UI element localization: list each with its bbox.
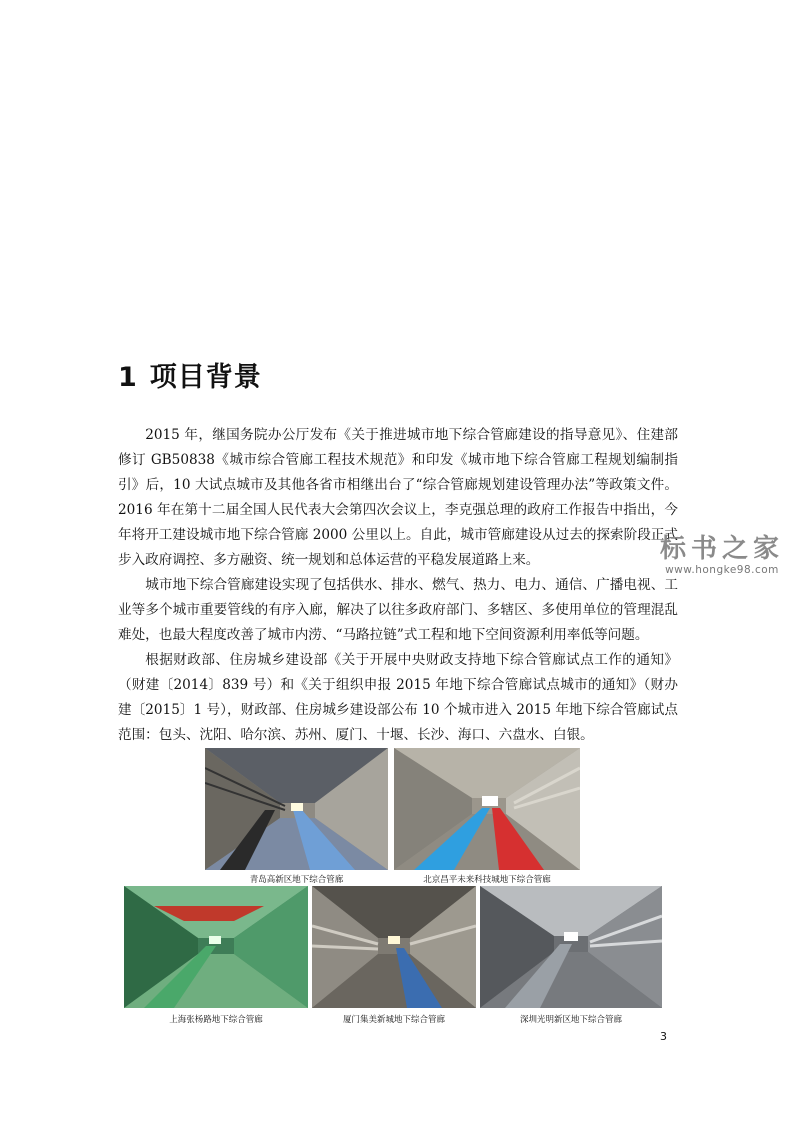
watermark-logo: 标书之家 [659, 534, 784, 564]
paragraph: 根据财政部、住房城乡建设部《关于开展中央财政支持地下综合管廊试点工作的通知》（财建〔2014〕839 号）和《关于组织申报 2015 年地下综合管廊试点城市的通知》（财办建〔2015〕1 号），财政部、住房城乡建设部公布 10 个城市进入 2015 年地下综合管廊试点范围：包头、沈阳、哈尔滨、苏州、厦门、十堰、长沙、海口、六盘水、白银。 [118, 652, 678, 743]
tunnel-photo [312, 886, 476, 1008]
section-heading [118, 355, 262, 394]
section-number: 1 [118, 362, 138, 393]
section-title: 项目背景 [149, 362, 262, 393]
tunnel-photo [480, 886, 662, 1008]
photo-caption: 厦门集美新城地下综合管廊 [342, 1015, 445, 1025]
watermark [652, 534, 792, 576]
photo-caption: 北京昌平未来科技城地下综合管廊 [423, 875, 551, 885]
photo-caption: 青岛高新区地下综合管廊 [249, 875, 344, 885]
paragraph: 2015 年，继国务院办公厅发布《关于推进城市地下综合管廊建设的指导意见》、住建部修订 GB50838《城市综合管廊工程技术规范》和印发《城市地下综合管廊工程规划编制指引》后，10 大试点城市及其他各省市相继出台了“综合管廊规划建设管理办法”等政策文件。2016 年在第十二届全国人民代表大会第四次会议上，李克强总理的政府工作报告中指出，今年将开工建设城市地下综合管廊 2000 公里以上。自此，城市管廊建设从过去的探索阶段正式步入政府调控、多方融资、统一规划和总体运营的平稳发展道路上来。 [118, 427, 678, 568]
tunnel-photo [394, 748, 580, 870]
photo-caption: 上海张杨路地下综合管廊 [169, 1015, 263, 1025]
photo-caption: 深圳光明新区地下综合管廊 [519, 1015, 622, 1025]
tunnel-photo [124, 886, 308, 1008]
paragraph: 城市地下综合管廊建设实现了包括供水、排水、燃气、热力、电力、通信、广播电视、工业等多个城市重要管线的有序入廊，解决了以往多政府部门、多辖区、多使用单位的管理混乱难处，也最大程度改善了城市内涝、“马路拉链”式工程和地下空间资源利用率低等问题。 [118, 577, 678, 643]
body-text [118, 423, 678, 748]
tunnel-photo [205, 748, 388, 870]
watermark-url: www.hongke98.com [665, 564, 779, 576]
page-number: 3 [660, 1030, 667, 1043]
